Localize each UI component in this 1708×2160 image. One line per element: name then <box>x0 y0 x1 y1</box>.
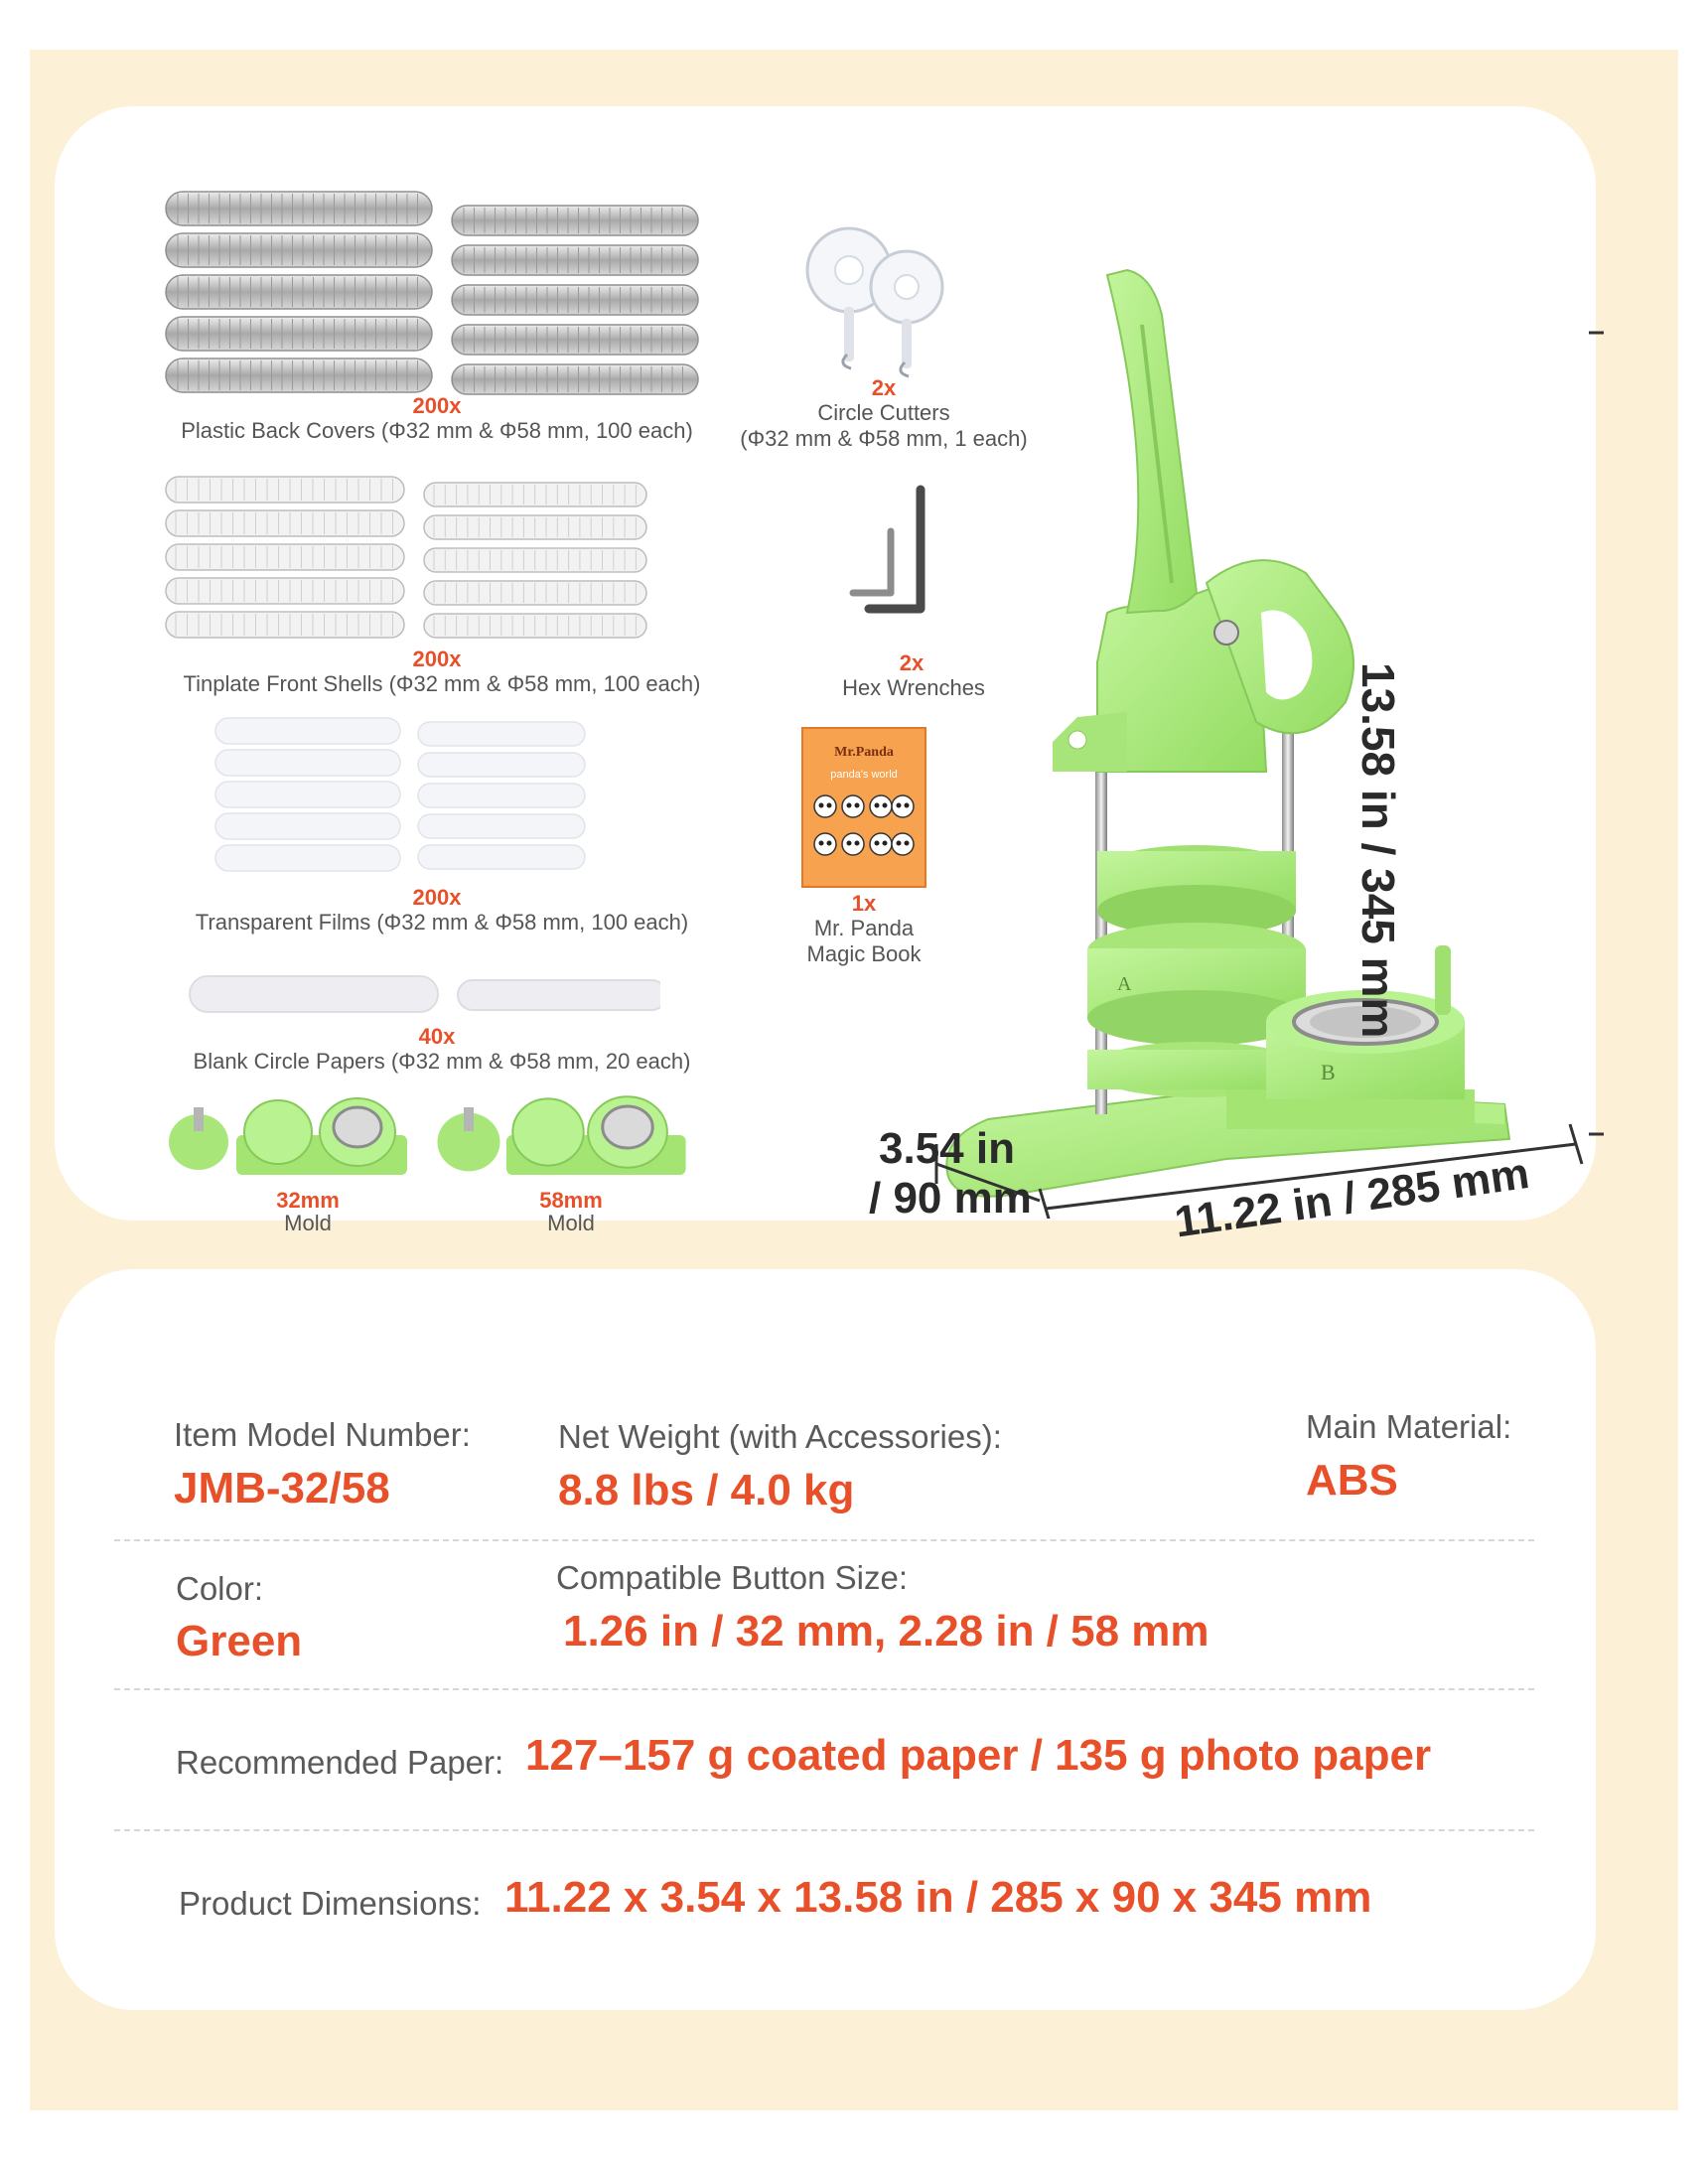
circle-cutters-caption-sizes: (Φ32 mm & Φ58 mm, 1 each) <box>740 426 1028 451</box>
model-number-value: JMB-32/58 <box>174 1464 390 1512</box>
transparent-films-image <box>214 712 670 881</box>
magic-book-caption-line2: Magic Book <box>806 941 922 966</box>
spec-divider <box>114 1539 1534 1541</box>
tinplate-front-shells-caption: Tinplate Front Shells (Φ32 mm & Φ58 mm, 100 each) <box>183 671 701 696</box>
depth-dimension-label-line2: / 90 mm <box>869 1174 1032 1223</box>
recommended-paper-value: 127–157 g coated paper / 135 g photo paper <box>525 1731 1432 1780</box>
circle-cutters-caption: Circle Cutters <box>817 400 950 425</box>
tinplate-front-shells-image <box>164 469 720 648</box>
magic-book-qty: 1x <box>851 891 877 916</box>
net-weight-label: Net Weight (with Accessories): <box>558 1418 1002 1455</box>
specifications-card <box>55 1269 1596 2010</box>
blank-circle-papers-caption: Blank Circle Papers (Φ32 mm & Φ58 mm, 20 each) <box>193 1049 691 1074</box>
hex-wrenches-caption: Hex Wrenches <box>842 675 985 700</box>
transparent-films-qty: 200x <box>412 885 462 910</box>
magic-book-image <box>801 727 926 888</box>
mold-58-label: Mold <box>547 1211 595 1235</box>
depth-dimension-label-line1: 3.54 in <box>879 1124 1015 1173</box>
svg-text:B: B <box>1321 1060 1336 1084</box>
mold-32-label: Mold <box>284 1211 332 1235</box>
spec-divider <box>114 1829 1534 1831</box>
product-dimensions-label: Product Dimensions: <box>179 1885 482 1922</box>
plastic-back-covers-caption: Plastic Back Covers (Φ32 mm & Φ58 mm, 100 each) <box>181 418 693 443</box>
recommended-paper-label: Recommended Paper: <box>176 1744 504 1781</box>
svg-text:A: A <box>1117 973 1132 995</box>
magic-book-caption: Mr. Panda <box>813 916 915 940</box>
blank-circle-papers-qty: 40x <box>418 1024 456 1049</box>
main-material-value: ABS <box>1306 1456 1398 1505</box>
button-size-value: 1.26 in / 32 mm, 2.28 in / 58 mm <box>563 1607 1210 1656</box>
width-dimension-label: 11.22 in / 285 mm <box>1172 1148 1532 1247</box>
plastic-back-covers-image <box>164 186 710 404</box>
spec-divider <box>114 1688 1534 1690</box>
contents-card <box>55 106 1596 1247</box>
color-value: Green <box>176 1617 303 1665</box>
button-press-machine-image <box>928 216 1604 1219</box>
height-dimension-line <box>1589 333 1604 1134</box>
magic-book-subtitle: panda's world <box>830 769 898 781</box>
plastic-back-covers-qty: 200x <box>412 393 462 418</box>
main-material-label: Main Material: <box>1306 1408 1512 1445</box>
magic-book-title: Mr.Panda <box>834 745 894 760</box>
model-number-label: Item Model Number: <box>174 1416 471 1453</box>
transparent-films-caption: Transparent Films (Φ32 mm & Φ58 mm, 100 each) <box>195 910 689 935</box>
net-weight-value: 8.8 lbs / 4.0 kg <box>558 1466 855 1514</box>
mold-58-size: 58mm <box>539 1188 603 1213</box>
panda-illustration-icon <box>803 787 925 876</box>
tinplate-front-shells-qty: 200x <box>412 647 462 671</box>
button-size-label: Compatible Button Size: <box>556 1559 909 1596</box>
height-dimension-label: 13.58 in / 345 mm <box>1352 662 1404 1039</box>
color-label: Color: <box>176 1570 264 1607</box>
circle-cutters-qty: 2x <box>871 375 897 400</box>
hex-wrenches-qty: 2x <box>899 650 925 675</box>
blank-circle-papers-image <box>184 968 660 1018</box>
product-dimensions-value: 11.22 x 3.54 x 13.58 in / 285 x 90 x 345 mm <box>504 1873 1372 1922</box>
mold-32-size: 32mm <box>276 1188 340 1213</box>
